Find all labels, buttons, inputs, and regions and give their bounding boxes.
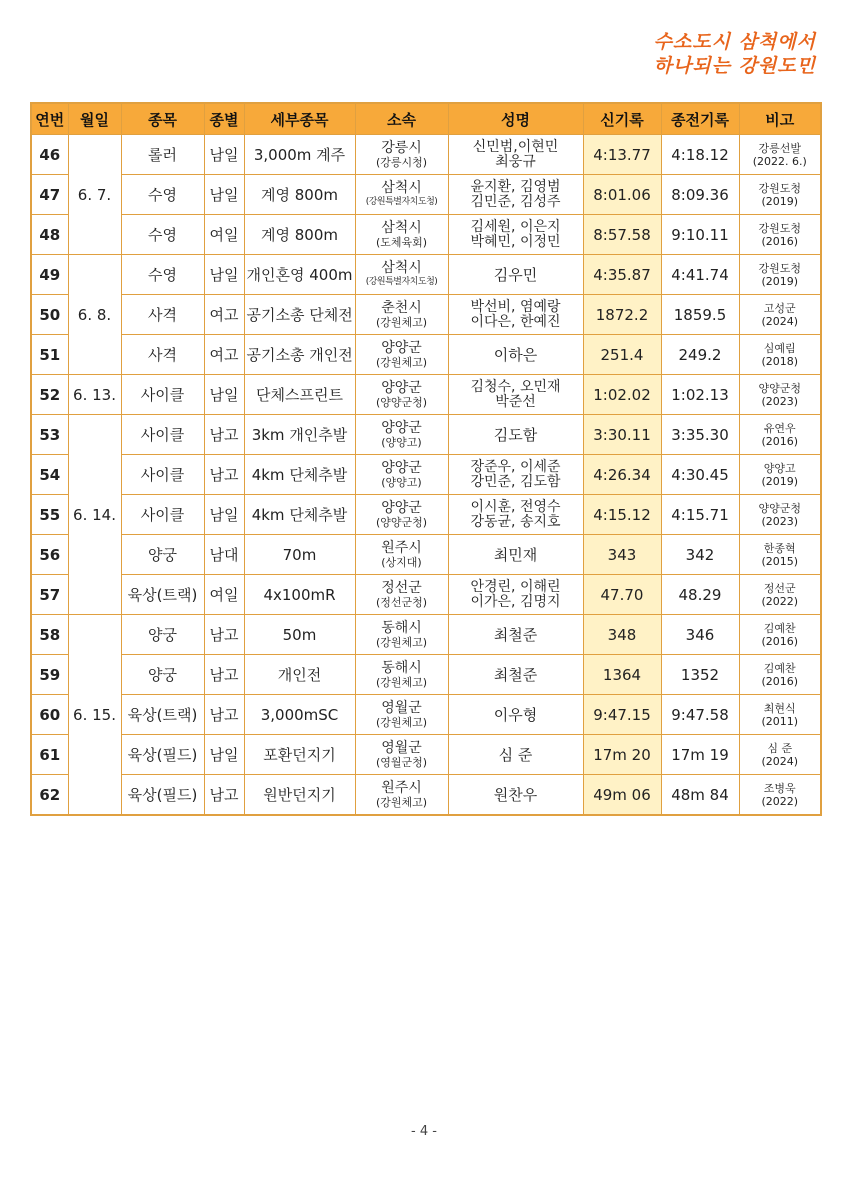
- previous-record-cell: 342: [661, 535, 739, 575]
- table-row: [31, 575, 821, 615]
- previous-record-cell: 48.29: [661, 575, 739, 615]
- remarks-holder: 최현식: [763, 701, 796, 715]
- athlete-name-cell: [448, 495, 583, 535]
- affiliation-city: 양양군: [381, 379, 422, 396]
- affiliation-cell: [355, 375, 448, 415]
- remarks-cell: [739, 495, 821, 535]
- affiliation-cell: [355, 775, 448, 816]
- athlete-names-line1: 신민범,이현민: [472, 138, 559, 155]
- athlete-names-line2: 최웅규: [495, 153, 536, 170]
- new-record-cell: 4:13.77: [583, 135, 661, 175]
- affiliation-team: (강원특별자치도청): [365, 197, 438, 207]
- table-row: [31, 735, 821, 775]
- sport-cell: 육상(필드): [121, 775, 204, 816]
- detail-event-cell: 계영 800m: [244, 215, 355, 255]
- new-record-cell: 1:02.02: [583, 375, 661, 415]
- remarks-cell: [739, 735, 821, 775]
- new-record-cell: 3:30.11: [583, 415, 661, 455]
- athlete-name-cell: 최철준: [448, 655, 583, 695]
- new-record-cell: 17m 20: [583, 735, 661, 775]
- sport-cell: 수영: [121, 175, 204, 215]
- previous-record-cell: 8:09.36: [661, 175, 739, 215]
- remarks-year: (2024): [761, 314, 799, 328]
- new-record-cell: 47.70: [583, 575, 661, 615]
- new-record-cell: 4:15.12: [583, 495, 661, 535]
- affiliation-team: (양양고): [381, 435, 422, 449]
- table-row: [31, 335, 821, 375]
- affiliation-team: (강원체고): [375, 675, 428, 689]
- remarks-holder: 강원도청: [758, 221, 801, 235]
- affiliation-cell: [355, 615, 448, 655]
- previous-record-cell: 4:15.71: [661, 495, 739, 535]
- remarks-year: (2018): [761, 354, 799, 368]
- record-number: 57: [31, 575, 68, 615]
- category-cell: 여일: [204, 575, 244, 615]
- affiliation-cell: [355, 735, 448, 775]
- affiliation-city: 정선군: [381, 579, 422, 596]
- affiliation-city: 양양군: [381, 459, 422, 476]
- category-cell: 여고: [204, 295, 244, 335]
- affiliation-cell: [355, 455, 448, 495]
- detail-event-cell: 50m: [244, 615, 355, 655]
- affiliation-team: (영월군청): [375, 755, 428, 769]
- category-cell: 여고: [204, 335, 244, 375]
- new-record-cell: 49m 06: [583, 775, 661, 816]
- affiliation-cell: [355, 495, 448, 535]
- category-cell: 남일: [204, 375, 244, 415]
- affiliation-cell: [355, 415, 448, 455]
- new-record-cell: 348: [583, 615, 661, 655]
- table-row: [31, 535, 821, 575]
- athlete-name-cell: 김우민: [448, 255, 583, 295]
- date-cell: 6. 8.: [68, 255, 121, 375]
- slogan-line-2: 하나되는 강원도민: [653, 55, 816, 77]
- record-number: 54: [31, 455, 68, 495]
- remarks-holder: 강원도청: [758, 181, 801, 195]
- category-cell: 남대: [204, 535, 244, 575]
- remarks-year: (2023): [761, 514, 799, 528]
- page-number: - 4 -: [411, 1124, 437, 1139]
- category-cell: 남일: [204, 135, 244, 175]
- header-cell: 연번: [31, 103, 68, 135]
- record-number: 55: [31, 495, 68, 535]
- remarks-cell: [739, 175, 821, 215]
- affiliation-city: 양양군: [381, 499, 422, 516]
- remarks-holder: 김예찬: [763, 621, 796, 635]
- remarks-cell: [739, 415, 821, 455]
- category-cell: 남고: [204, 695, 244, 735]
- athlete-names-line1: 박선비, 염예랑: [470, 298, 561, 315]
- athlete-names-line2: 이가은, 김명지: [470, 593, 561, 610]
- sport-cell: 사격: [121, 295, 204, 335]
- record-number: 59: [31, 655, 68, 695]
- slogan-line-1: 수소도시 삼척에서: [653, 31, 816, 53]
- athlete-names-line2: 박준선: [495, 393, 536, 410]
- table-row: [31, 455, 821, 495]
- previous-record-cell: 9:47.58: [661, 695, 739, 735]
- remarks-cell: [739, 455, 821, 495]
- affiliation-team: (양양군청): [375, 395, 428, 409]
- new-record-cell: 251.4: [583, 335, 661, 375]
- records-table: [30, 102, 822, 816]
- affiliation-city: 동해시: [381, 619, 422, 636]
- affiliation-cell: [355, 215, 448, 255]
- athlete-name-cell: 원찬우: [448, 775, 583, 816]
- header-cell: 종목: [121, 103, 204, 135]
- affiliation-cell: [355, 535, 448, 575]
- affiliation-team: (정선군청): [375, 595, 428, 609]
- athlete-names-line1: 윤지환, 김영범: [470, 178, 561, 195]
- athlete-name-cell: [448, 175, 583, 215]
- sport-cell: 양궁: [121, 655, 204, 695]
- affiliation-team: (강릉시청): [375, 155, 428, 169]
- athlete-names-line1: 장준우, 이세준: [470, 458, 561, 475]
- new-record-cell: 1872.2: [583, 295, 661, 335]
- detail-event-cell: 70m: [244, 535, 355, 575]
- header-cell: 종별: [204, 103, 244, 135]
- detail-event-cell: 4km 단체추발: [244, 455, 355, 495]
- remarks-cell: [739, 535, 821, 575]
- new-record-cell: 8:01.06: [583, 175, 661, 215]
- record-number: 52: [31, 375, 68, 415]
- detail-event-cell: 단체스프린트: [244, 375, 355, 415]
- athlete-name-cell: 이하은: [448, 335, 583, 375]
- athlete-names-line1: 이시훈, 전영수: [470, 498, 561, 515]
- affiliation-cell: [355, 335, 448, 375]
- header-cell: 성명: [448, 103, 583, 135]
- athlete-names-line2: 박혜민, 이정민: [470, 233, 561, 250]
- affiliation-team: (강원특별자치도청): [365, 277, 438, 287]
- remarks-cell: [739, 255, 821, 295]
- remarks-holder: 심예림: [763, 341, 796, 355]
- table-row: [31, 295, 821, 335]
- record-number: 49: [31, 255, 68, 295]
- category-cell: 여일: [204, 215, 244, 255]
- remarks-holder: 고성군: [763, 301, 796, 315]
- detail-event-cell: 4km 단체추발: [244, 495, 355, 535]
- sport-cell: 사이클: [121, 375, 204, 415]
- affiliation-city: 춘천시: [381, 299, 422, 316]
- date-cell: 6. 14.: [68, 415, 121, 615]
- athlete-name-cell: [448, 575, 583, 615]
- previous-record-cell: 3:35.30: [661, 415, 739, 455]
- previous-record-cell: 4:18.12: [661, 135, 739, 175]
- sport-cell: 수영: [121, 215, 204, 255]
- record-number: 62: [31, 775, 68, 816]
- athlete-name-cell: 최민재: [448, 535, 583, 575]
- remarks-cell: [739, 295, 821, 335]
- sport-cell: 육상(필드): [121, 735, 204, 775]
- athlete-name-cell: [448, 455, 583, 495]
- athlete-names-line2: 이다은, 한예진: [470, 313, 561, 330]
- affiliation-cell: [355, 655, 448, 695]
- sport-cell: 사이클: [121, 455, 204, 495]
- new-record-cell: 9:47.15: [583, 695, 661, 735]
- affiliation-city: 삼척시: [381, 180, 422, 196]
- record-number: 53: [31, 415, 68, 455]
- remarks-year: (2022): [761, 594, 799, 608]
- sport-cell: 사이클: [121, 415, 204, 455]
- remarks-holder: 김예찬: [763, 661, 796, 675]
- event-slogan-logo: [654, 30, 816, 78]
- table-row: [31, 255, 821, 295]
- remarks-holder: 양양고: [763, 461, 796, 475]
- athlete-name-cell: 심 준: [448, 735, 583, 775]
- remarks-year: (2023): [761, 394, 799, 408]
- remarks-year: (2024): [761, 754, 799, 768]
- affiliation-team: (강원체고): [375, 315, 428, 329]
- header-cell: 소속: [355, 103, 448, 135]
- sport-cell: 육상(트랙): [121, 695, 204, 735]
- affiliation-cell: [355, 695, 448, 735]
- sport-cell: 사격: [121, 335, 204, 375]
- affiliation-city: 강릉시: [381, 139, 422, 156]
- affiliation-team: (강원체고): [375, 715, 428, 729]
- affiliation-city: 영월군: [381, 699, 422, 716]
- table-row: [31, 775, 821, 816]
- category-cell: 남고: [204, 775, 244, 816]
- category-cell: 남고: [204, 655, 244, 695]
- athlete-name-cell: [448, 295, 583, 335]
- remarks-year: (2022): [761, 794, 799, 808]
- affiliation-cell: [355, 175, 448, 215]
- remarks-cell: [739, 135, 821, 175]
- new-record-cell: 8:57.58: [583, 215, 661, 255]
- affiliation-cell: [355, 135, 448, 175]
- table-row: [31, 695, 821, 735]
- new-record-cell: 4:26.34: [583, 455, 661, 495]
- detail-event-cell: 3,000m 계주: [244, 135, 355, 175]
- category-cell: 남고: [204, 415, 244, 455]
- athlete-name-cell: [448, 215, 583, 255]
- table-row: [31, 655, 821, 695]
- date-cell: 6. 13.: [68, 375, 121, 415]
- category-cell: 남일: [204, 175, 244, 215]
- record-number: 61: [31, 735, 68, 775]
- remarks-holder: 한종혁: [763, 541, 796, 555]
- athlete-name-cell: [448, 375, 583, 415]
- detail-event-cell: 3,000mSC: [244, 695, 355, 735]
- category-cell: 남일: [204, 495, 244, 535]
- affiliation-city: 삼척시: [381, 260, 422, 276]
- previous-record-cell: 4:41.74: [661, 255, 739, 295]
- affiliation-city: 동해시: [381, 659, 422, 676]
- header-cell: 비고: [739, 103, 821, 135]
- remarks-holder: 심 준: [767, 741, 793, 755]
- previous-record-cell: 17m 19: [661, 735, 739, 775]
- affiliation-city: 양양군: [381, 419, 422, 436]
- athlete-name-cell: 김도함: [448, 415, 583, 455]
- previous-record-cell: 4:30.45: [661, 455, 739, 495]
- remarks-holder: 강원도청: [758, 261, 801, 275]
- record-number: 51: [31, 335, 68, 375]
- previous-record-cell: 346: [661, 615, 739, 655]
- remarks-holder: 유연우: [763, 421, 796, 435]
- table-header-row: [31, 103, 821, 135]
- remarks-year: (2015): [761, 554, 799, 568]
- detail-event-cell: 개인전: [244, 655, 355, 695]
- affiliation-city: 원주시: [381, 539, 422, 556]
- detail-event-cell: 포환던지기: [244, 735, 355, 775]
- table-row: [31, 375, 821, 415]
- detail-event-cell: 4x100mR: [244, 575, 355, 615]
- affiliation-city: 양양군: [381, 339, 422, 356]
- category-cell: 남고: [204, 615, 244, 655]
- athlete-names-line2: 강동균, 송지호: [470, 513, 561, 530]
- athlete-names-line1: 안경린, 이해린: [470, 578, 561, 595]
- table-row: [31, 615, 821, 655]
- record-number: 50: [31, 295, 68, 335]
- remarks-cell: [739, 695, 821, 735]
- athlete-name-cell: 최철준: [448, 615, 583, 655]
- remarks-year: (2019): [761, 194, 799, 208]
- remarks-cell: [739, 215, 821, 255]
- remarks-year: (2019): [761, 274, 799, 288]
- remarks-holder: 양양군청: [758, 501, 801, 515]
- table-row: [31, 495, 821, 535]
- affiliation-city: 삼척시: [381, 219, 422, 236]
- sport-cell: 양궁: [121, 615, 204, 655]
- remarks-holder: 정선군: [763, 581, 796, 595]
- athlete-names-line1: 김청수, 오민재: [470, 378, 561, 395]
- remarks-year: (2022. 6.): [752, 154, 807, 168]
- remarks-year: (2016): [761, 234, 799, 248]
- remarks-year: (2016): [761, 434, 799, 448]
- record-number: 58: [31, 615, 68, 655]
- detail-event-cell: 공기소총 개인전: [244, 335, 355, 375]
- sport-cell: 수영: [121, 255, 204, 295]
- remarks-cell: [739, 615, 821, 655]
- athlete-names-line2: 강민준, 김도함: [470, 473, 561, 490]
- affiliation-team: (도체육회): [375, 235, 428, 249]
- remarks-year: (2011): [761, 714, 799, 728]
- record-number: 60: [31, 695, 68, 735]
- remarks-cell: [739, 775, 821, 816]
- affiliation-team: (강원체고): [375, 795, 428, 809]
- previous-record-cell: 9:10.11: [661, 215, 739, 255]
- date-cell: 6. 15.: [68, 615, 121, 816]
- table-row: [31, 415, 821, 455]
- athlete-names-line2: 김민준, 김성주: [470, 193, 561, 210]
- affiliation-team: (양양군청): [375, 515, 428, 529]
- affiliation-city: 영월군: [381, 739, 422, 756]
- affiliation-city: 원주시: [381, 779, 422, 796]
- detail-event-cell: 개인혼영 400m: [244, 255, 355, 295]
- remarks-cell: [739, 375, 821, 415]
- remarks-holder: 강릉선발: [758, 141, 801, 155]
- remarks-cell: [739, 655, 821, 695]
- header-cell: 세부종목: [244, 103, 355, 135]
- affiliation-team: (양양고): [381, 475, 422, 489]
- category-cell: 남일: [204, 735, 244, 775]
- athlete-name-cell: 이우형: [448, 695, 583, 735]
- record-number: 47: [31, 175, 68, 215]
- detail-event-cell: 계영 800m: [244, 175, 355, 215]
- header-cell: 종전기록: [661, 103, 739, 135]
- header-cell: 신기록: [583, 103, 661, 135]
- header-cell: 월일: [68, 103, 121, 135]
- table-row: [31, 175, 821, 215]
- remarks-holder: 양양군청: [758, 381, 801, 395]
- remarks-year: (2019): [761, 474, 799, 488]
- remarks-holder: 조병욱: [763, 781, 796, 795]
- record-number: 56: [31, 535, 68, 575]
- record-number: 48: [31, 215, 68, 255]
- sport-cell: 육상(트랙): [121, 575, 204, 615]
- date-cell: 6. 7.: [68, 135, 121, 255]
- remarks-year: (2016): [761, 674, 799, 688]
- previous-record-cell: 1859.5: [661, 295, 739, 335]
- table-row: [31, 215, 821, 255]
- remarks-cell: [739, 575, 821, 615]
- athlete-name-cell: [448, 135, 583, 175]
- sport-cell: 사이클: [121, 495, 204, 535]
- new-record-cell: 1364: [583, 655, 661, 695]
- detail-event-cell: 공기소총 단체전: [244, 295, 355, 335]
- table-row: [31, 135, 821, 175]
- detail-event-cell: 원반던지기: [244, 775, 355, 816]
- affiliation-team: (강원체고): [375, 355, 428, 369]
- previous-record-cell: 1:02.13: [661, 375, 739, 415]
- detail-event-cell: 3km 개인추발: [244, 415, 355, 455]
- sport-cell: 양궁: [121, 535, 204, 575]
- affiliation-cell: [355, 295, 448, 335]
- affiliation-cell: [355, 255, 448, 295]
- sport-cell: 롤러: [121, 135, 204, 175]
- category-cell: 남고: [204, 455, 244, 495]
- category-cell: 남일: [204, 255, 244, 295]
- previous-record-cell: 249.2: [661, 335, 739, 375]
- affiliation-team: (강원체고): [375, 635, 428, 649]
- remarks-cell: [739, 335, 821, 375]
- remarks-year: (2016): [761, 634, 799, 648]
- previous-record-cell: 1352: [661, 655, 739, 695]
- record-number: 46: [31, 135, 68, 175]
- affiliation-team: (상지대): [381, 555, 422, 569]
- previous-record-cell: 48m 84: [661, 775, 739, 816]
- affiliation-cell: [355, 575, 448, 615]
- new-record-cell: 4:35.87: [583, 255, 661, 295]
- new-record-cell: 343: [583, 535, 661, 575]
- athlete-names-line1: 김세원, 이은지: [470, 218, 561, 235]
